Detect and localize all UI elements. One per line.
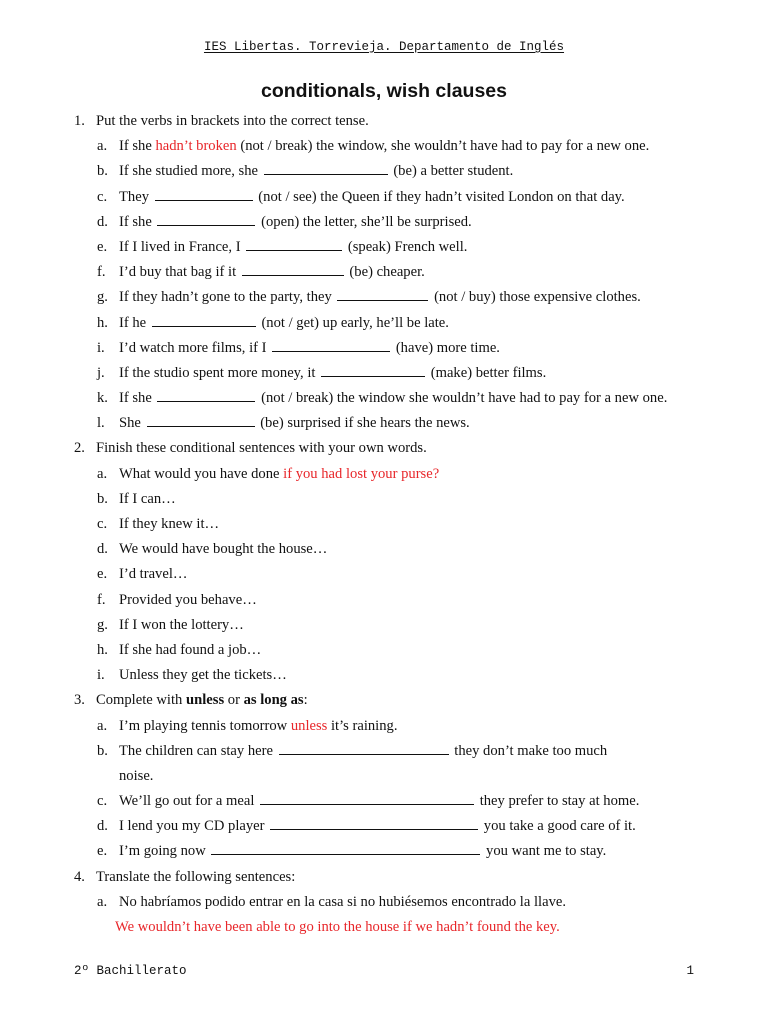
exercise-2a — [0, 462, 768, 487]
exercise-1k — [0, 386, 768, 411]
answer-blank[interactable] — [211, 839, 480, 855]
item-text: Unless they get the tickets… — [119, 667, 287, 684]
section-number: 1. — [74, 113, 85, 129]
exercise-2h — [0, 638, 768, 663]
item-text: (not / get) up early, he’ll be late. — [257, 314, 449, 331]
answer-blank[interactable] — [152, 311, 256, 327]
item-letter: d. — [97, 213, 108, 230]
item-letter: a. — [97, 893, 108, 910]
section-4-heading — [0, 865, 768, 890]
exercise-3a — [0, 714, 768, 739]
item-text: (not / break) the window, she wouldn’t have had to pay for a new one. — [236, 138, 650, 155]
exercise-1b — [0, 159, 768, 184]
exercise-1f — [0, 260, 768, 285]
item-letter: a. — [97, 138, 108, 155]
item-text: (open) the letter, she’ll be surprised. — [257, 213, 472, 230]
item-letter: j. — [97, 364, 105, 381]
item-text: If I won the lottery… — [119, 616, 244, 633]
item-letter: e. — [97, 238, 108, 255]
item-letter: f. — [97, 591, 106, 608]
item-text: They — [119, 188, 153, 205]
exercise-3d — [0, 814, 768, 839]
item-text: (be) cheaper. — [345, 264, 425, 281]
answer-text: unless — [290, 717, 328, 734]
exercise-2e — [0, 562, 768, 587]
answer-blank[interactable] — [321, 361, 425, 377]
item-letter: b. — [97, 163, 108, 180]
exercise-2b — [0, 487, 768, 512]
item-text: If she had found a job… — [119, 641, 262, 658]
section-instruction: Translate the following sentences: — [96, 868, 296, 885]
item-text: (speak) French well. — [344, 238, 468, 255]
answer-blank[interactable] — [246, 235, 342, 251]
item-letter: d. — [97, 541, 108, 558]
answer-blank[interactable] — [242, 260, 344, 276]
exercise-4a-answer — [0, 915, 768, 940]
answer-blank[interactable] — [272, 336, 390, 352]
item-text: they don’t make too much — [450, 742, 608, 759]
exercise-1a — [0, 134, 768, 159]
page-number: 1 — [686, 964, 694, 978]
exercise-2g — [0, 613, 768, 638]
section-3-heading — [0, 688, 768, 713]
page-footer — [74, 964, 694, 978]
item-text: If she — [119, 138, 156, 155]
item-text: If I lived in France, I — [119, 238, 245, 255]
item-letter: i. — [97, 667, 105, 684]
exercise-1g — [0, 285, 768, 310]
section-instruction: Put the verbs in brackets into the correct tense. — [96, 113, 369, 129]
item-text: (make) better films. — [427, 364, 547, 381]
item-letter: i. — [97, 339, 105, 356]
answer-text: We wouldn’t have been able to go into the house if we hadn’t found the key. — [115, 919, 560, 935]
keyword-as-long-as: as long as — [243, 692, 304, 709]
item-text: I lend you my CD player — [119, 818, 269, 835]
exercise-1i — [0, 336, 768, 361]
exercise-2c — [0, 512, 768, 537]
item-text: She — [119, 415, 145, 432]
answer-blank[interactable] — [155, 185, 253, 201]
exercise-1h — [0, 311, 768, 336]
item-text: they prefer to stay at home. — [476, 793, 640, 810]
exercise-3b — [0, 739, 768, 764]
item-text: noise. — [119, 767, 154, 784]
item-letter: h. — [97, 314, 108, 331]
item-text: I’d travel… — [119, 566, 188, 583]
item-letter: c. — [97, 516, 108, 532]
item-text: If I can… — [119, 490, 176, 507]
section-number: 3. — [74, 692, 85, 709]
item-text: What would you have done — [119, 465, 284, 482]
item-text: you want me to stay. — [482, 843, 607, 860]
section-1-heading — [0, 109, 768, 134]
answer-blank[interactable] — [270, 814, 478, 830]
item-letter: l. — [97, 415, 105, 432]
item-text: (not / buy) those expensive clothes. — [430, 289, 641, 306]
item-text: I’m going now — [119, 843, 210, 860]
item-letter: d. — [97, 818, 108, 835]
page-title: conditionals, wish clauses — [261, 80, 507, 102]
exercise-3c — [0, 789, 768, 814]
item-text: it’s raining. — [327, 717, 398, 734]
item-text: (be) a better student. — [389, 163, 514, 180]
item-letter: k. — [97, 390, 108, 407]
answer-blank[interactable] — [337, 285, 428, 301]
answer-blank[interactable] — [264, 159, 388, 175]
section-number: 2. — [74, 440, 85, 457]
item-text: If he — [119, 314, 150, 331]
item-text: If she studied more, she — [119, 163, 262, 180]
page-header — [0, 40, 768, 54]
item-text: If they knew it… — [119, 516, 220, 532]
section-2-heading — [0, 436, 768, 461]
item-text: you take a good care of it. — [480, 818, 636, 835]
item-text: (not / break) the window she wouldn’t have had to pay for a new one. — [257, 390, 668, 407]
item-text: If she — [119, 390, 156, 407]
worksheet-content — [0, 109, 768, 940]
item-text: The children can stay here — [119, 742, 277, 759]
item-text: No habríamos podido entrar en la casa si no hubiésemos encontrado la llave. — [119, 893, 566, 910]
item-text: We’ll go out for a meal — [119, 793, 259, 810]
exercise-1l — [0, 411, 768, 436]
item-text: I’d buy that bag if it — [119, 264, 240, 281]
item-letter: e. — [97, 843, 108, 860]
instruction-text: Complete with — [96, 692, 186, 709]
exercise-1j — [0, 361, 768, 386]
exercise-3b-continuation — [0, 764, 768, 789]
instruction-text: : — [303, 692, 308, 709]
item-text: Provided you behave… — [119, 591, 257, 608]
item-letter: c. — [97, 793, 108, 810]
item-letter: g. — [97, 289, 108, 306]
answer-blank[interactable] — [157, 386, 255, 402]
answer-blank[interactable] — [147, 411, 255, 427]
item-letter: a. — [97, 465, 108, 482]
item-text: I’d watch more films, if I — [119, 339, 271, 356]
item-letter: a. — [97, 717, 108, 734]
answer-text: hadn’t broken — [155, 138, 237, 155]
item-text: (have) more time. — [392, 339, 500, 356]
item-text: If the studio spent more money, it — [119, 364, 320, 381]
item-text: (be) surprised if she hears the news. — [256, 415, 470, 432]
item-text: If they hadn’t gone to the party, they — [119, 289, 336, 306]
exercise-1c — [0, 185, 768, 210]
item-letter: b. — [97, 742, 108, 759]
answer-text: if you had lost your purse? — [283, 465, 440, 482]
item-text: I’m playing tennis tomorrow — [119, 717, 291, 734]
item-letter: e. — [97, 566, 108, 583]
item-letter: f. — [97, 264, 106, 281]
item-text: We would have bought the house… — [119, 541, 328, 558]
item-letter: h. — [97, 641, 108, 658]
item-text: (not / see) the Queen if they hadn’t visited London on that day. — [254, 188, 625, 205]
exercise-1d — [0, 210, 768, 235]
section-instruction — [96, 692, 308, 708]
item-letter: c. — [97, 188, 108, 205]
exercise-3e — [0, 839, 768, 864]
exercise-2f — [0, 588, 768, 613]
exercise-2d — [0, 537, 768, 562]
section-instruction: Finish these conditional sentences with your own words. — [96, 440, 427, 457]
exercise-4a — [0, 890, 768, 915]
section-number: 4. — [74, 868, 85, 885]
answer-blank[interactable] — [260, 789, 474, 805]
keyword-unless: unless — [186, 692, 225, 709]
instruction-text: or — [224, 692, 244, 709]
answer-blank[interactable] — [157, 210, 255, 226]
exercise-1e — [0, 235, 768, 260]
item-letter: g. — [97, 616, 108, 633]
header-text: IES Libertas. Torrevieja. Departamento de Inglés — [203, 40, 565, 54]
item-text: If she — [119, 213, 156, 230]
exercise-2i — [0, 663, 768, 688]
item-letter: b. — [97, 490, 108, 507]
footer-level: 2º Bachillerato — [74, 964, 187, 978]
answer-blank[interactable] — [279, 739, 449, 755]
